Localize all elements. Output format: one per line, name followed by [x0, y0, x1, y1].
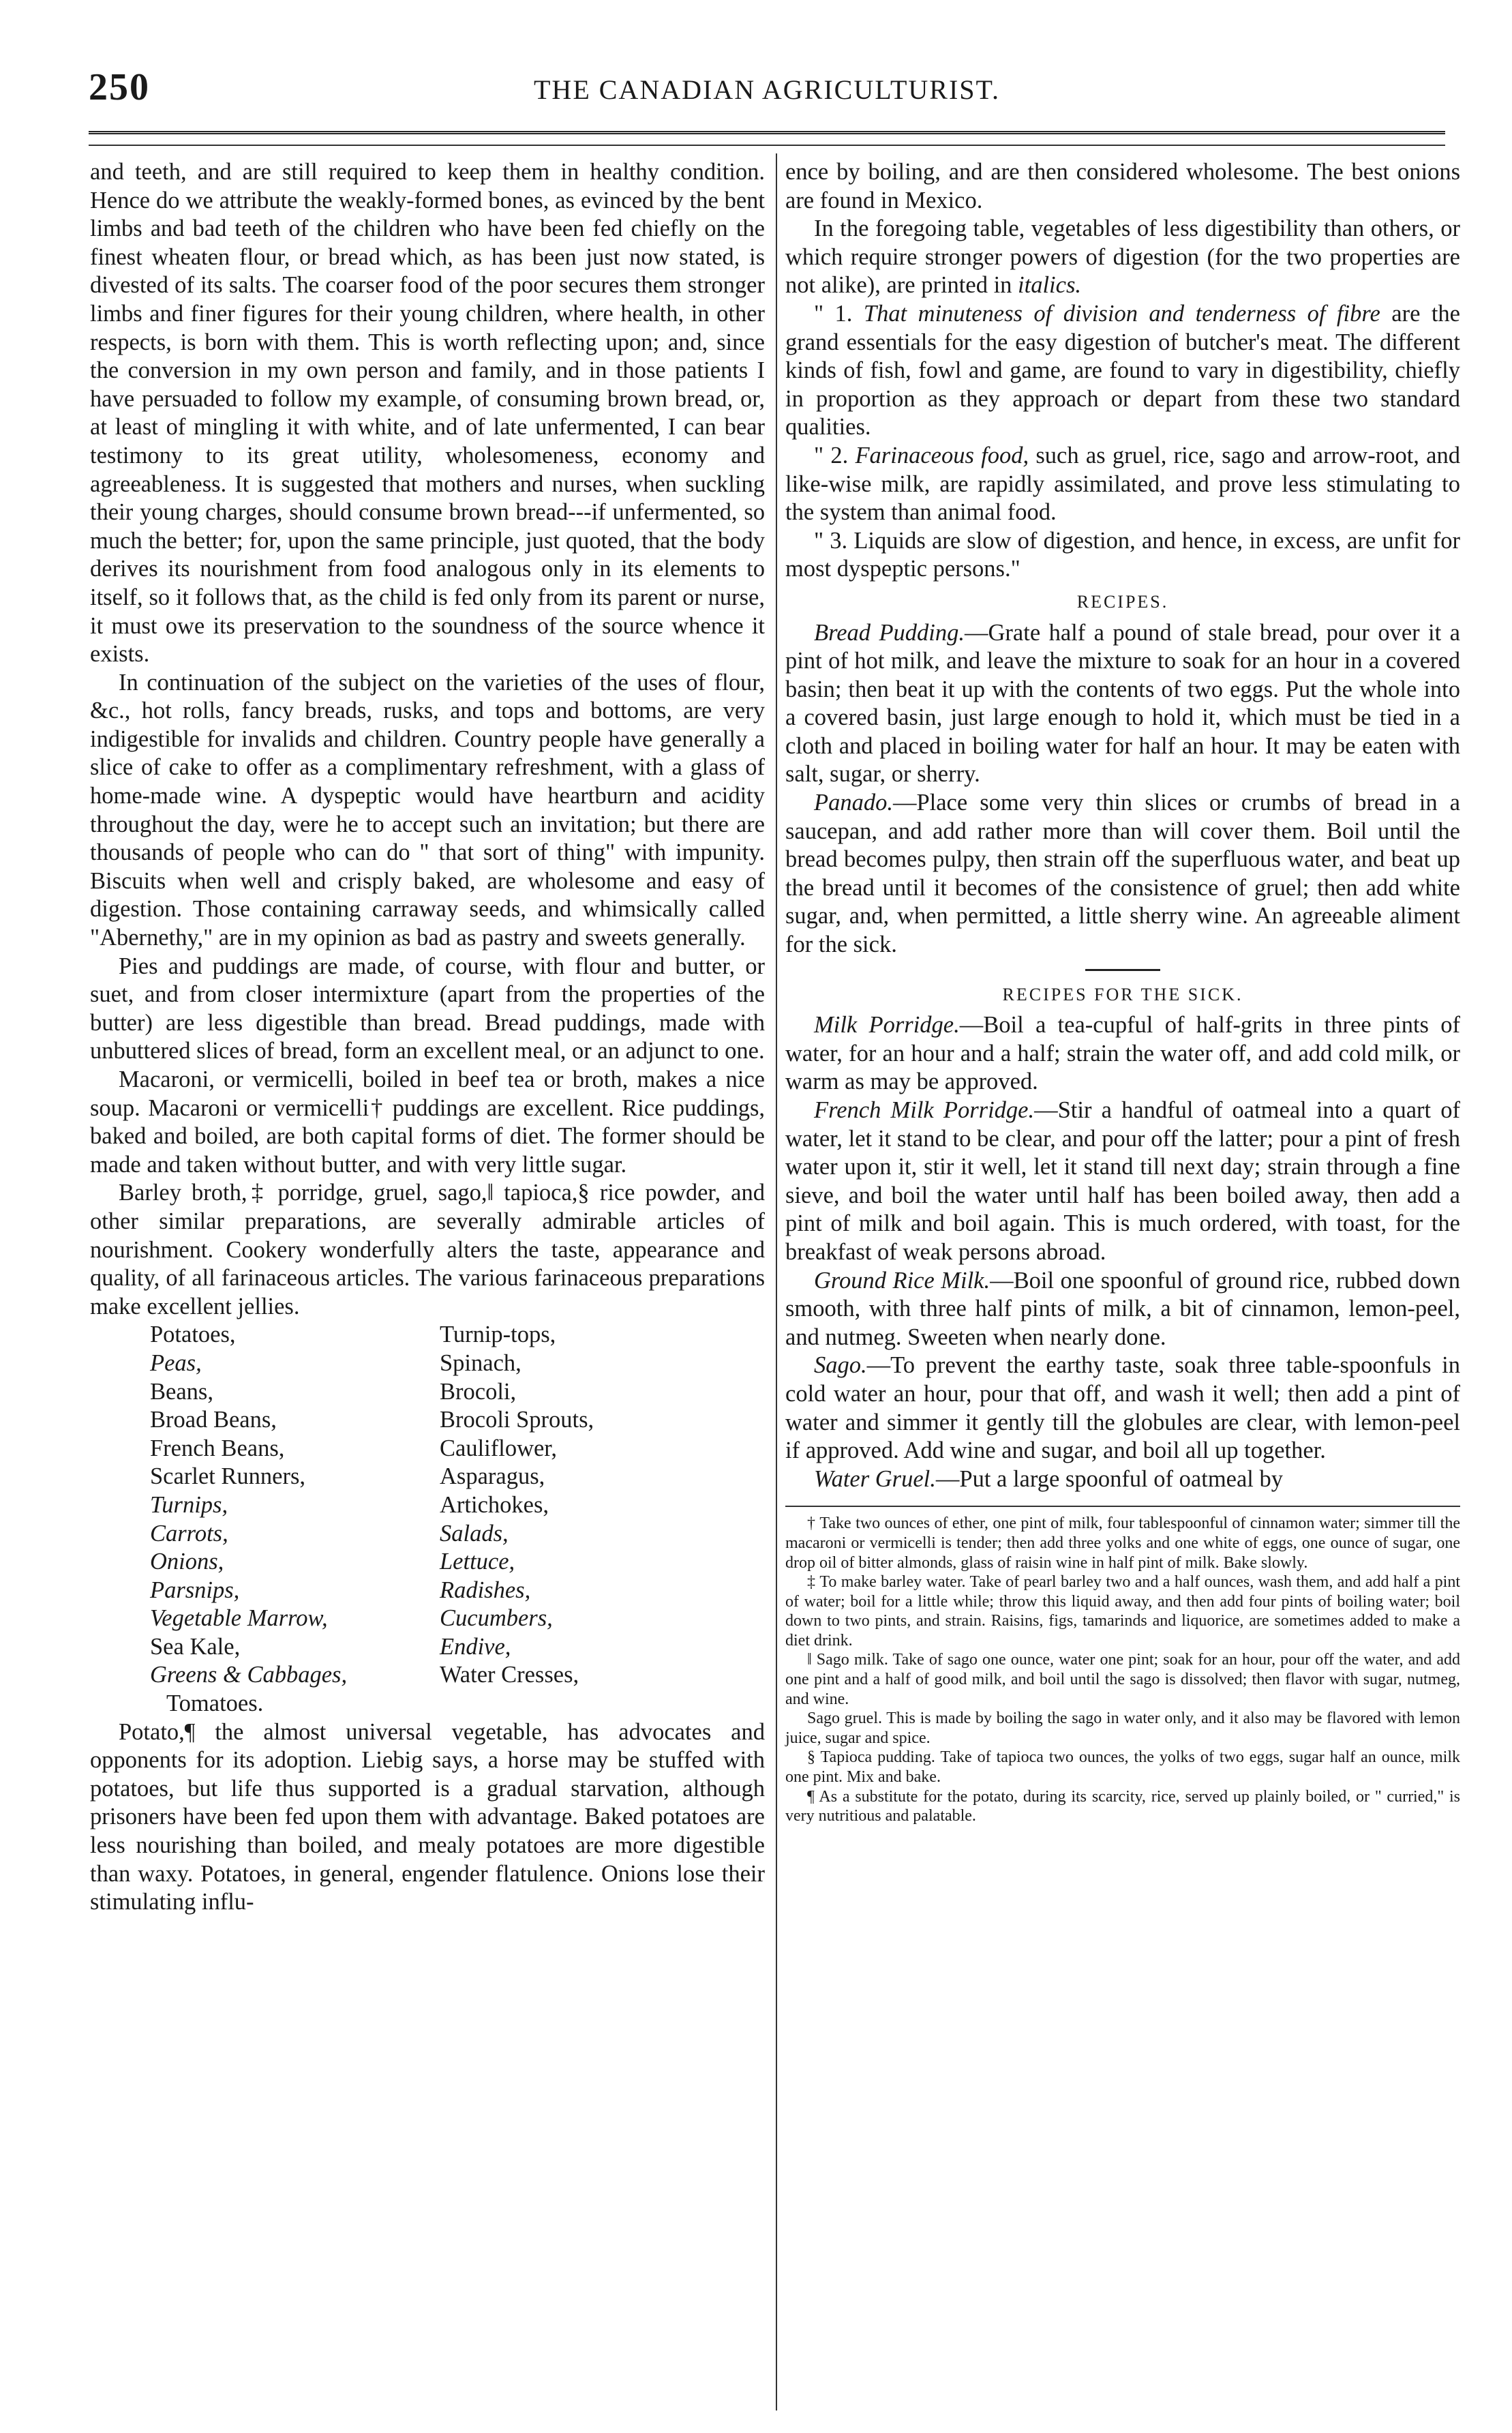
vegetable-left: Greens & Cabbages, [150, 1662, 348, 1688]
recipe-text: —Stir a handful of oatmeal into a quart of water, let it stand to be clear, and pour off the latter; pour a pint of fresh water upon it, stir it well, let it stand till next day; strain through a fine sieve, and boil the water until half has been boiled away, then add a pint of milk and boil again. This is much ordered, with toast, for the breakfast of weak persons abroad. [785, 1097, 1460, 1265]
italic-run: That minuteness of division and tenderness of fibre [863, 300, 1380, 327]
recipe-text: —Place some very thin slices or crumbs of bread in a saucepan, and add rather more than will cover them. Boil until the bread becomes pulpy, then strain off the superfluous water, and beat up the bread until it becomes of the consistence of gruel; then add white sugar, and, when permitted, a little sherry wine. An agreeable aliment for the sick. [785, 790, 1460, 958]
vegetable-right: Asparagus, [440, 1463, 545, 1490]
footnote-potato-substitute: ¶ As a substitute for the potato, during its scarcity, rice, served up plainly boiled, or " curried," is very nutritious and palatable. [785, 1787, 1460, 1825]
vegetable-left: Potatoes, [150, 1322, 236, 1348]
footnote-macaroni: † Take two ounces of ether, one pint of milk, four tablespoonful of cinnamon water; simmer till the macaroni or vermicelli is tender; then add three yolks and one white of eggs, one ounce of sugar, one drop oil of bitter almonds, glass of raisin wine in half pint of milk. Bake slowly. [785, 1514, 1460, 1572]
vegetable-right: Endive, [440, 1633, 511, 1660]
recipe-text: —Grate half a pound of stale bread, pour over it a pint of hot milk, and leave the mixture to soak for an hour in a covered basin; then beat it up with the contents of two eggs. Put the whole into a covered basin, just large enough to hold it, which must be tied in a cloth and placed in boiling water for half an hour. It may be eaten with salt, sugar, or sherry. [785, 619, 1460, 788]
vegetable-row [150, 1406, 729, 1435]
text-run: " 1. [814, 300, 864, 327]
vegetable-right: Radishes, [440, 1577, 531, 1603]
vegetable-left: Scarlet Runners, [150, 1463, 306, 1490]
recipe-bread-pudding [785, 619, 1460, 790]
recipe-text: —Put a large spoonful of oatmeal by [935, 1465, 1283, 1492]
vegetable-right: Salads, [440, 1520, 509, 1547]
vegetable-right: Lettuce, [440, 1549, 515, 1575]
paragraph-pies-puddings: Pies and puddings are made, of course, with flour and butter, or suet, and from closer intermixture (apart from the properties of the butter) are less digestible than bread. Bread puddings, made with unbuttered slices of bread, form an excellent meal, or an adjunct to one. [90, 953, 765, 1064]
vegetable-left: Carrots, [150, 1520, 228, 1547]
paragraph-onions: ence by boiling, and are then considered wholesome. The best onions are found in Mexico. [785, 159, 1460, 213]
vegetable-right: Cucumbers, [440, 1605, 553, 1632]
vegetable-left: Onions, [150, 1549, 224, 1575]
recipe-french-milk-porridge [785, 1096, 1460, 1267]
vegetable-right: Artichokes, [440, 1491, 549, 1518]
vegetable-right: Brocoli, [440, 1378, 517, 1405]
paragraph-potato: Potato,¶ the almost universal vegetable, has advocates and opponents for its adoption. Liebig says, a horse may be stuffed with potatoes, but life thus supported is a gradual starvation, although prisoners have been fed upon them with advantage. Baked potatoes are less nourishing than boiled, and mealy potatoes are more digestible than waxy. Potatoes, in general, engender flatulence. Onions lose their stimulating influ- [90, 1718, 765, 1915]
recipe-title: Milk Porridge. [814, 1012, 960, 1039]
recipe-title: Water Gruel. [814, 1465, 936, 1492]
vegetable-right: Spinach, [440, 1349, 521, 1376]
recipe-title: Ground Rice Milk. [814, 1267, 991, 1294]
vegetable-row [150, 1604, 729, 1633]
footnote-sago-milk: ‖ Sago milk. Take of sago one ounce, water one pint; soak for an hour, pour off the water, and add one pint and a half of good milk, and boil until the sago is dissolved; then flavor with sugar, nutmeg, and wine. [785, 1651, 1460, 1708]
vegetable-row [150, 1661, 729, 1690]
header-double-rule [89, 131, 1445, 134]
quote-2 [785, 442, 1460, 527]
vegetable-row [150, 1520, 729, 1549]
vegetable-row [150, 1349, 729, 1378]
page-number: 250 [89, 66, 150, 108]
running-title: THE CANADIAN AGRICULTURIST. [534, 74, 1000, 105]
vegetable-left: French Beans, [150, 1435, 285, 1461]
vegetable-right: Turnip-tops, [440, 1322, 556, 1348]
recipe-title: Panado. [814, 790, 893, 816]
vegetable-row [150, 1633, 729, 1662]
vegetable-row [150, 1463, 729, 1491]
vegetable-row [150, 1435, 729, 1463]
vegetable-row [150, 1577, 729, 1605]
right-column [785, 158, 1460, 1826]
column-divider [776, 153, 777, 2410]
vegetable-row [150, 1378, 729, 1407]
paragraph-salts: and teeth, and are still required to keep them in healthy condition. Hence do we attribute the weakly-formed bones, as evinced by the bent limbs and bad teeth of the children who have been fed chiefly on the finest wheaten flour, or bread which, as has been just now stated, is divested of its salts. The coarser food of the poor secures them stronger limbs and finer figures for their young children, where health, in other respects, is born with them. This is worth reflecting upon; and, since the conversion in my own person and family, and in those patients I have persuaded to follow my example, of consuming brown bread, or, at least of mingling it with white, and of late unfermented, I can bear testimony to its great utility, wholesomeness, economy and agreeableness. It is suggested that mothers and nurses, when suckling their young charges, should consume brown bread---if unfermented, so much the better; for, upon the same principle, just quoted, that the body derives its nourishment from food analogous only in its elements to itself, so it follows that, as the child is fed only from its parent or nurse, it must owe its preservation to the soundness of the source whence it exists. [90, 159, 765, 668]
vegetable-row [150, 1548, 729, 1577]
footnote-barley-water: ‡ To make barley water. Take of pearl barley two and a half ounces, wash them, and add half a pint of water; boil for a little while; throw this liquid away, and then add four pints of boiling water; boil down to two pints, and strain. Raisins, figs, tamarinds and liquorice, are sometimes added to make a diet drink. [785, 1573, 1460, 1650]
recipe-panado [785, 789, 1460, 959]
text-run: " 2. [814, 442, 856, 468]
footnote-sago-gruel: Sago gruel. This is made by boiling the sago in water only, and it also may be flavored with lemon juice, sugar and spice. [785, 1710, 1460, 1747]
italic-run: italics. [1018, 272, 1082, 299]
vegetable-last-item: Tomatoes. [166, 1690, 264, 1717]
recipe-text: —Boil a tea-cupful of half-grits in three pints of water, for an hour and a half; strain the water off, and add cold milk, or warm as may be approved. [785, 1012, 1460, 1095]
vegetable-right: Cauliflower, [440, 1435, 558, 1461]
vegetable-table [150, 1321, 729, 1690]
vegetable-right: Brocoli Sprouts, [440, 1407, 594, 1433]
footnote-rule [785, 1506, 1460, 1507]
recipe-text: —To prevent the earthy taste, soak three table-spoonfuls in cold water an hour, pour that off, and wash it well; then add a pint of water and simmer it gently till the globules are clear, with lemon-peel if approved. Add wine and sugar, and boil all up together. [785, 1352, 1460, 1464]
vegetable-row [150, 1321, 729, 1349]
vegetable-left: Parsnips, [150, 1577, 240, 1603]
vegetable-right: Water Cresses, [440, 1662, 579, 1688]
paragraph-foregoing-table [785, 215, 1460, 300]
text-run: In the foregoing table, vegetables of less digestibility than others, or which require stronger powers of digestion (for the two properties are not alike), are printed in [785, 215, 1460, 299]
vegetable-left: Beans, [150, 1378, 213, 1405]
recipe-water-gruel [785, 1465, 1460, 1494]
paragraph-flour-uses: In continuation of the subject on the varieties of the uses of flour, &c., hot rolls, fancy breads, rusks, and tops and bottoms, are very indigestible for invalids and children. Country people have generally a slice of cake to offer as a complimentary refreshment, with a glass of home-made wine. A dyspeptic would have heartburn and acidity throughout the day, were he to accept such an invitation; but there are thousands of people who can do " that sort of thing" with impunity. Biscuits when well and crisply baked, are wholesome and easy of digestion. Those containing carraway seeds, and whimsically called "Abernethy," are in my opinion as bad as pastry and sweets generally. [90, 669, 765, 951]
recipe-milk-porridge [785, 1011, 1460, 1096]
sick-recipes-heading: RECIPES FOR THE SICK. [1002, 984, 1243, 1004]
recipe-ground-rice-milk [785, 1267, 1460, 1352]
paragraph-barley-broth: Barley broth,‡ porridge, gruel, sago,‖ tapioca,§ rice powder, and other similar preparations, are severally admirable articles of nourishment. Cookery wonderfully alters the taste, appearance and quality, of all farinaceous articles. The various farinaceous preparations make excellent jellies. [90, 1180, 765, 1319]
header-rule [89, 145, 1445, 146]
footnotes [785, 1514, 1460, 1826]
left-column [90, 158, 765, 1917]
recipes-heading: RECIPES. [1076, 591, 1169, 612]
vegetable-left: Peas, [150, 1349, 202, 1376]
vegetable-row [150, 1491, 729, 1520]
text-run: such as gruel, rice, sago and arrow-root, and like-wise milk, are rapidly assimilated, and prove less stimulating to the system than animal food. [785, 442, 1460, 526]
recipe-text: —Boil one spoonful of ground rice, rubbed down smooth, with three half pints of milk, a bit of cinnamon, lemon-peel, and nutmeg. Sweeten when nearly done. [785, 1267, 1460, 1350]
recipe-title: Sago. [814, 1352, 867, 1379]
recipe-sago [785, 1352, 1460, 1465]
italic-run: Farinaceous food, [855, 442, 1029, 468]
vegetable-left: Sea Kale, [150, 1633, 241, 1660]
quote-3: " 3. Liquids are slow of digestion, and hence, in excess, are unfit for most dyspeptic persons." [785, 527, 1460, 582]
text-run: are the grand essentials for the easy digestion of butcher's meat. The different kinds of fish, fowl and game, are found to vary in digestibility, chiefly in proportion as they approach or depart from these two standard qualities. [785, 300, 1460, 441]
section-divider [1085, 969, 1160, 971]
vegetable-left: Vegetable Marrow, [150, 1605, 328, 1632]
recipe-title: French Milk Porridge. [814, 1097, 1035, 1123]
page-header [89, 65, 1445, 120]
vegetable-left: Broad Beans, [150, 1407, 277, 1433]
footnote-tapioca: § Tapioca pudding. Take of tapioca two ounces, the yolks of two eggs, sugar half an ounce, milk one pint. Mix and bake. [785, 1748, 1460, 1787]
vegetable-left: Turnips, [150, 1491, 228, 1518]
paragraph-macaroni: Macaroni, or vermicelli, boiled in beef tea or broth, makes a nice soup. Macaroni or vermicelli† puddings are excellent. Rice puddings, baked and boiled, are both capital forms of diet. The former should be made and taken without butter, and with very little sugar. [90, 1066, 765, 1178]
recipe-title: Bread Pudding. [814, 619, 965, 646]
quote-1 [785, 300, 1460, 442]
